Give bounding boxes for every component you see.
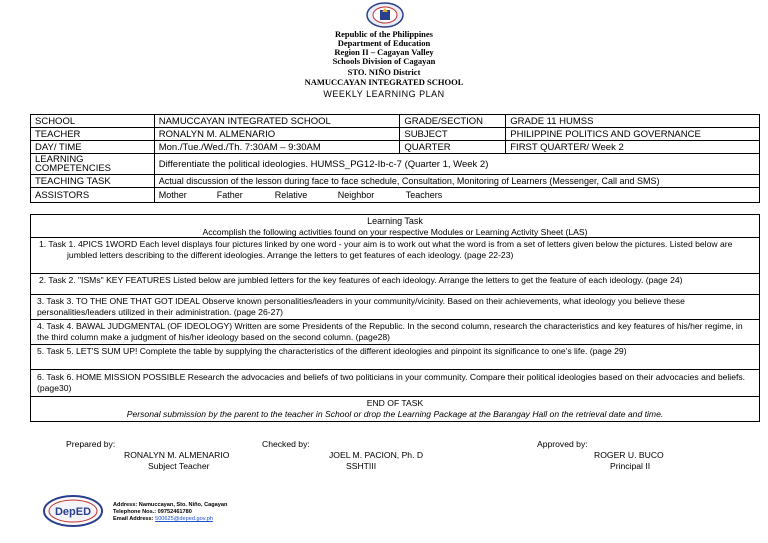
list-item: 1. Task 1. 4PICS 1WORD Each level displays four pictures linked by one word - your aim is to work out what the word is from a set of letters given below the pictures. Listed below are jumbled letters describing to the different ideologies. Arrange the letters to get features of each ideology. (page 22-23)	[30, 237, 760, 274]
assistors-value	[154, 188, 759, 203]
end-note: Personal submission by the parent to the teacher in School or drop the Learning Package at the Barangay Hall on the retrieval date and time.	[126, 409, 664, 419]
subject-label: SUBJECT	[400, 128, 506, 141]
approved-title: Principal II	[610, 461, 651, 471]
district-line: STO. NIÑO District	[347, 67, 421, 77]
table-row	[31, 115, 760, 128]
approved-name: ROGER U. BUCO	[594, 450, 664, 460]
competencies-value: Differentiate the political ideologies. HUMSS_PG12-Ib-c-7 (Quarter 1, Week 2)	[154, 154, 759, 175]
prepared-label: Prepared by:	[66, 439, 116, 449]
list-item: 4. Task 4. BAWAL JUDGMENTAL (OF IDEOLOGY) Written are some Presidents of the Republic. In the second column, research the characteristics and key features of his/her regime, in the third column make a judgment of his/her ideology based on the second column. (page28)	[30, 319, 760, 345]
assistor-father: Father	[216, 189, 243, 200]
assistor-mother: Mother	[158, 189, 187, 200]
subject-value: PHILIPPINE POLITICS AND GOVERNANCE	[506, 128, 760, 141]
footer-contact	[113, 502, 227, 523]
learning-task-header	[30, 214, 760, 238]
table-row	[31, 141, 760, 154]
checked-label: Checked by:	[262, 439, 310, 449]
deped-seal-icon	[365, 2, 405, 28]
info-table	[30, 114, 760, 203]
footer-email	[113, 516, 227, 523]
quarter-label: QUARTER	[400, 141, 506, 154]
assistor-teachers: Teachers	[405, 189, 443, 200]
assistors-label: ASSISTORS	[31, 188, 155, 203]
prepared-name: RONALYN M. ALMENARIO	[124, 450, 230, 460]
list-item: 2. Task 2. "ISMs" KEY FEATURES Listed below are jumbled letters for the key features of each ideology. Arrange the letters to get the feature of each ideology. (page 24)	[30, 273, 760, 295]
republic-line: Republic of the Philippines	[334, 29, 433, 39]
competencies-label: LEARNING COMPETENCIES	[31, 154, 155, 175]
day-label: DAY/ TIME	[31, 141, 155, 154]
grade-value: GRADE 11 HUMSS	[506, 115, 760, 128]
school-label: SCHOOL	[31, 115, 155, 128]
email-link[interactable]: 500625@deped.gov.ph	[155, 516, 213, 522]
learning-task-title: Learning Task	[367, 216, 423, 226]
table-row	[31, 154, 760, 175]
school-value: NAMUCCAYAN INTEGRATED SCHOOL	[154, 115, 400, 128]
grade-label: GRADE/SECTION	[400, 115, 506, 128]
teacher-label: TEACHER	[31, 128, 155, 141]
department-line: Department of Education	[337, 38, 431, 48]
logo-text: DepED	[54, 506, 92, 518]
page-title: WEEKLY LEARNING PLAN	[323, 89, 445, 99]
teacher-value: RONALYN M. ALMENARIO	[154, 128, 400, 141]
region-line: Region II – Cagayan Valley	[334, 47, 434, 57]
learning-task-instruction: Accomplish the following activities found on your respective Modules or Learning Activity Sheet (LAS)	[202, 227, 588, 237]
division-line: Schools Division of Cagayan	[332, 56, 436, 66]
table-row	[31, 188, 760, 203]
checked-name: JOEL M. PACION, Ph. D	[329, 450, 424, 460]
checked-title: SSHTIII	[346, 461, 377, 471]
table-row	[31, 128, 760, 141]
prepared-title: Subject Teacher	[148, 461, 210, 471]
deped-logo-icon	[42, 494, 104, 528]
approved-label: Approved by:	[537, 439, 588, 449]
list-item: 5. Task 5. LET'S SUM UP! Complete the table by supplying the characteristics of the different ideologies and pinpoint its significance to one's life. (page 29)	[30, 344, 760, 370]
list-item: 3. Task 3. TO THE ONE THAT GOT IDEAL Observe known personalities/leaders in your community/vicinity. Based on their achievements, what ideology you believe these personalities/leaders utilized in their administration. (page 26-27)	[30, 294, 760, 320]
assistor-relative: Relative	[274, 189, 308, 200]
quarter-value: FIRST QUARTER/ Week 2	[506, 141, 760, 154]
teaching-task-value: Actual discussion of the lesson during face to face schedule, Consultation, Monitoring of Learners (Messenger, Call and SMS)	[154, 175, 759, 188]
teaching-task-label: TEACHING TASK	[31, 175, 155, 188]
end-of-task	[30, 396, 760, 422]
list-item: 6. Task 6. HOME MISSION POSSIBLE Research the advocacies and beliefs of two politicians in your community. Compare their political ideologies based on their advocacies and beliefs. (page30)	[30, 369, 760, 397]
end-title: END OF TASK	[366, 398, 424, 408]
school-line: NAMUCCAYAN INTEGRATED SCHOOL	[304, 77, 464, 87]
footer-telephone: Telephone Nos.: 09752461780	[113, 509, 192, 515]
email-label: Email Address:	[113, 516, 156, 522]
assistor-neighbor: Neighbor	[337, 189, 375, 200]
footer-address: Address: Namuccayan, Sto. Niño, Cagayan	[113, 502, 228, 508]
table-row	[31, 175, 760, 188]
day-value: Mon./Tue./Wed./Th. 7:30AM – 9:30AM	[154, 141, 400, 154]
